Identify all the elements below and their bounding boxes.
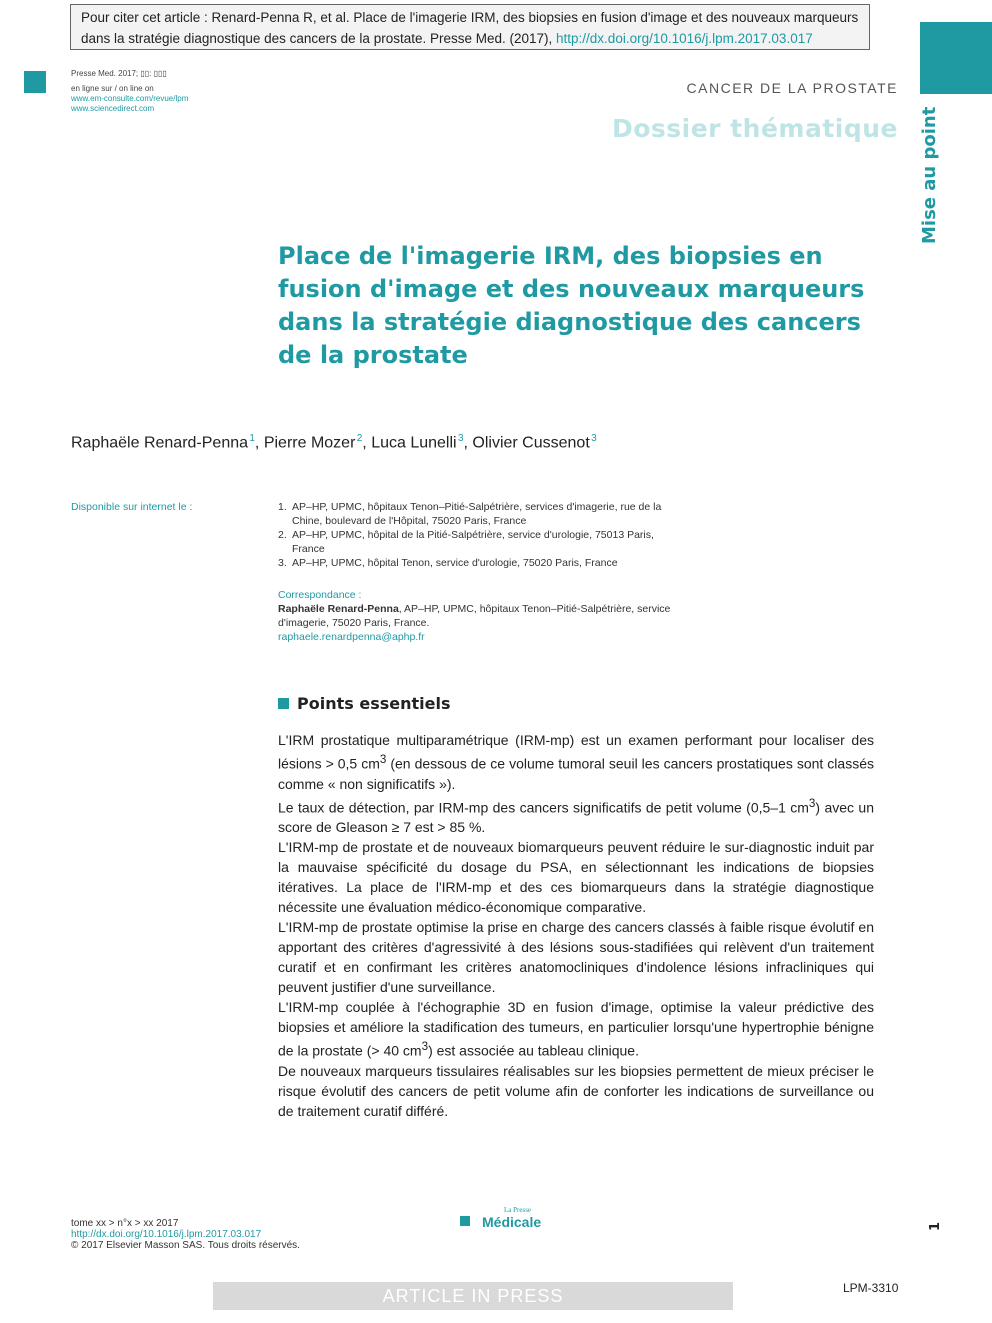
author-sep: , bbox=[254, 434, 264, 452]
author-affil-sup: 3 bbox=[457, 433, 464, 444]
points-heading: Points essentiels bbox=[297, 694, 451, 713]
logo-main-text: Médicale bbox=[482, 1214, 542, 1230]
footer-info bbox=[71, 1218, 300, 1251]
affiliation-item bbox=[278, 528, 678, 556]
corner-square-left bbox=[24, 71, 46, 93]
key-point-text-end: ) est associée au tableau clinique. bbox=[428, 1042, 639, 1059]
footer-issue: tome xx > n°x > xx 2017 bbox=[71, 1218, 179, 1229]
correspondence-name: Raphaële Renard-Penna bbox=[278, 603, 399, 615]
article-title: Place de l'imagerie IRM, des biopsies en fusion d'image et des nouveaux marqueurs dans la stratégie diagnostique des cancers de la prostate bbox=[278, 242, 865, 369]
page-number bbox=[928, 1219, 947, 1235]
key-point-text-end: ) avec un score de Gleason ≥ 7 est > 85 %. bbox=[278, 799, 874, 836]
affiliation-text: AP–HP, UPMC, hôpital Tenon, service d'urologie, 75020 Paris, France bbox=[292, 557, 618, 569]
dossier-heading: Dossier thématique bbox=[611, 114, 898, 143]
footer-doi-link[interactable]: http://dx.doi.org/10.1016/j.lpm.2017.03.017 bbox=[71, 1229, 262, 1240]
em-consulte-link[interactable]: www.em-consulte.com/revue/lpm bbox=[71, 94, 189, 103]
logo-square-icon bbox=[460, 1216, 470, 1226]
citation-text: Pour citer cet article : Renard-Penna R, et al. Place de l'imagerie IRM, des biopsies en fusion d'image et des nouveaux marqueurs dans la stratégie diagnostique des cancers de la prostate. Presse Med. (2017), bbox=[81, 10, 859, 46]
affiliation-text: AP–HP, UPMC, hôpital de la Pitié-Salpétrière, service d'urologie, 75013 Paris, France bbox=[292, 529, 654, 555]
corner-block-right bbox=[920, 22, 992, 94]
correspondence-heading: Correspondance : bbox=[278, 589, 362, 601]
key-point bbox=[278, 794, 874, 838]
article-in-press-banner: ARTICLE IN PRESS bbox=[213, 1282, 733, 1310]
key-point-text: Le taux de détection, par IRM-mp des cancers significatifs de petit volume (0,5–1 cm bbox=[278, 799, 809, 816]
author-list bbox=[71, 433, 597, 452]
vertical-label-text: Mise au point bbox=[919, 106, 940, 244]
key-point bbox=[278, 730, 874, 794]
affiliation-item bbox=[278, 500, 678, 528]
footer-copyright: © 2017 Elsevier Masson SAS. Tous droits réservés. bbox=[71, 1240, 300, 1251]
vertical-label bbox=[919, 106, 949, 248]
section-label: CANCER DE LA PROSTATE bbox=[686, 80, 898, 96]
journal-meta-line1: Presse Med. 2017; ▯▯: ▯▯▯ bbox=[71, 69, 167, 78]
article-code: LPM-3310 bbox=[843, 1281, 899, 1295]
author-name: Raphaële Renard-Penna bbox=[71, 434, 249, 452]
key-point bbox=[278, 997, 874, 1061]
author-affil-sup: 1 bbox=[249, 433, 255, 444]
affiliation-item bbox=[278, 556, 678, 570]
key-point-text-end: (en dessous de ce volume tumoral seuil les cancers prostatiques sont classés comme « non significatifs »). bbox=[278, 755, 874, 792]
author-sep: , bbox=[463, 434, 473, 452]
key-point-sup: 3 bbox=[421, 1040, 429, 1054]
key-point-text: L'IRM-mp de prostate et de nouveaux biomarqueurs peuvent réduire le sur-diagnostic induit par la mauvaise spécificité du dosage du PSA, en sélectionnant les indications de biopsies itératives. La place de l'IRM-mp et des ces biomarqueurs dans la stratégie diagnostique nécessite une évaluation médico-économique comparative. bbox=[278, 839, 874, 916]
correspondence bbox=[278, 588, 678, 644]
points-heading-row bbox=[278, 694, 450, 713]
affiliation-num: 1. bbox=[278, 501, 287, 513]
key-point-text: L'IRM-mp de prostate optimise la prise en charge des cancers classés à faible risque évolutif en apportant des critères d'agressivité à des lésions sous-stadifiées qui relèvent d'un traitement curatif et en confirmant les critères anatomocliniques d'indolence lésions infracliniques qui peuvent justifier d'une surveillance. bbox=[278, 919, 874, 996]
logo-small-text: La Presse bbox=[504, 1206, 532, 1214]
logo-text bbox=[482, 1208, 541, 1230]
key-point bbox=[278, 917, 874, 997]
key-points bbox=[278, 730, 874, 1121]
key-point-text: De nouveaux marqueurs tissulaires réalisables sur les biopsies permettent de mieux préciser le risque évolutif des cancers de petit volume afin de conforter les indications de surveillance ou de traitement curatif différé. bbox=[278, 1062, 874, 1119]
affiliation-num: 2. bbox=[278, 529, 287, 541]
key-point bbox=[278, 837, 874, 917]
key-point bbox=[278, 1061, 874, 1121]
sciencedirect-link[interactable]: www.sciencedirect.com bbox=[71, 104, 155, 113]
author-name: Pierre Mozer bbox=[263, 434, 356, 452]
author-sep: , bbox=[362, 434, 372, 452]
key-point-sup: 3 bbox=[379, 753, 387, 766]
journal-meta-online: en ligne sur / on line on bbox=[71, 84, 154, 93]
correspondence-body bbox=[278, 602, 678, 630]
author-name: Olivier Cussenot bbox=[472, 434, 590, 452]
author-name: Luca Lunelli bbox=[371, 434, 457, 452]
affiliation-num: 3. bbox=[278, 557, 287, 569]
page-number-text: 1 bbox=[928, 1221, 944, 1232]
key-point-text: L'IRM-mp couplée à l'échographie 3D en fusion d'image, optimise la valeur prédictive des biopsies et améliore la stadification des tumeurs, en particulier lorsqu'une hypertrophie bénigne de la prostate (> 40 cm bbox=[278, 999, 874, 1059]
available-label: Disponible sur internet le : bbox=[71, 501, 193, 513]
author-affil-sup: 3 bbox=[591, 433, 597, 444]
journal-logo bbox=[460, 1208, 541, 1230]
citation-doi-link[interactable]: http://dx.doi.org/10.1016/j.lpm.2017.03.017 bbox=[556, 31, 813, 46]
affiliation-text: AP–HP, UPMC, hôpitaux Tenon–Pitié-Salpétrière, services d'imagerie, rue de la Chine, boulevard de l'Hôpital, 75020 Paris, France bbox=[292, 501, 662, 527]
affiliation-list bbox=[278, 500, 678, 570]
author-affil-sup: 2 bbox=[356, 433, 363, 444]
square-bullet-icon bbox=[278, 698, 289, 709]
key-point-text: L'IRM prostatique multiparamétrique (IRM-mp) est un examen performant pour localiser des lésions > 0,5 cm bbox=[278, 732, 874, 772]
journal-meta bbox=[71, 69, 188, 114]
correspondence-email[interactable]: raphaele.renardpenna@aphp.fr bbox=[278, 631, 425, 643]
citation-box bbox=[70, 4, 870, 50]
correspondence-address: , AP–HP, UPMC, hôpitaux Tenon–Pitié-Salpétrière, service d'imagerie, 75020 Paris, France. bbox=[278, 603, 671, 629]
key-point-sup: 3 bbox=[808, 796, 816, 810]
